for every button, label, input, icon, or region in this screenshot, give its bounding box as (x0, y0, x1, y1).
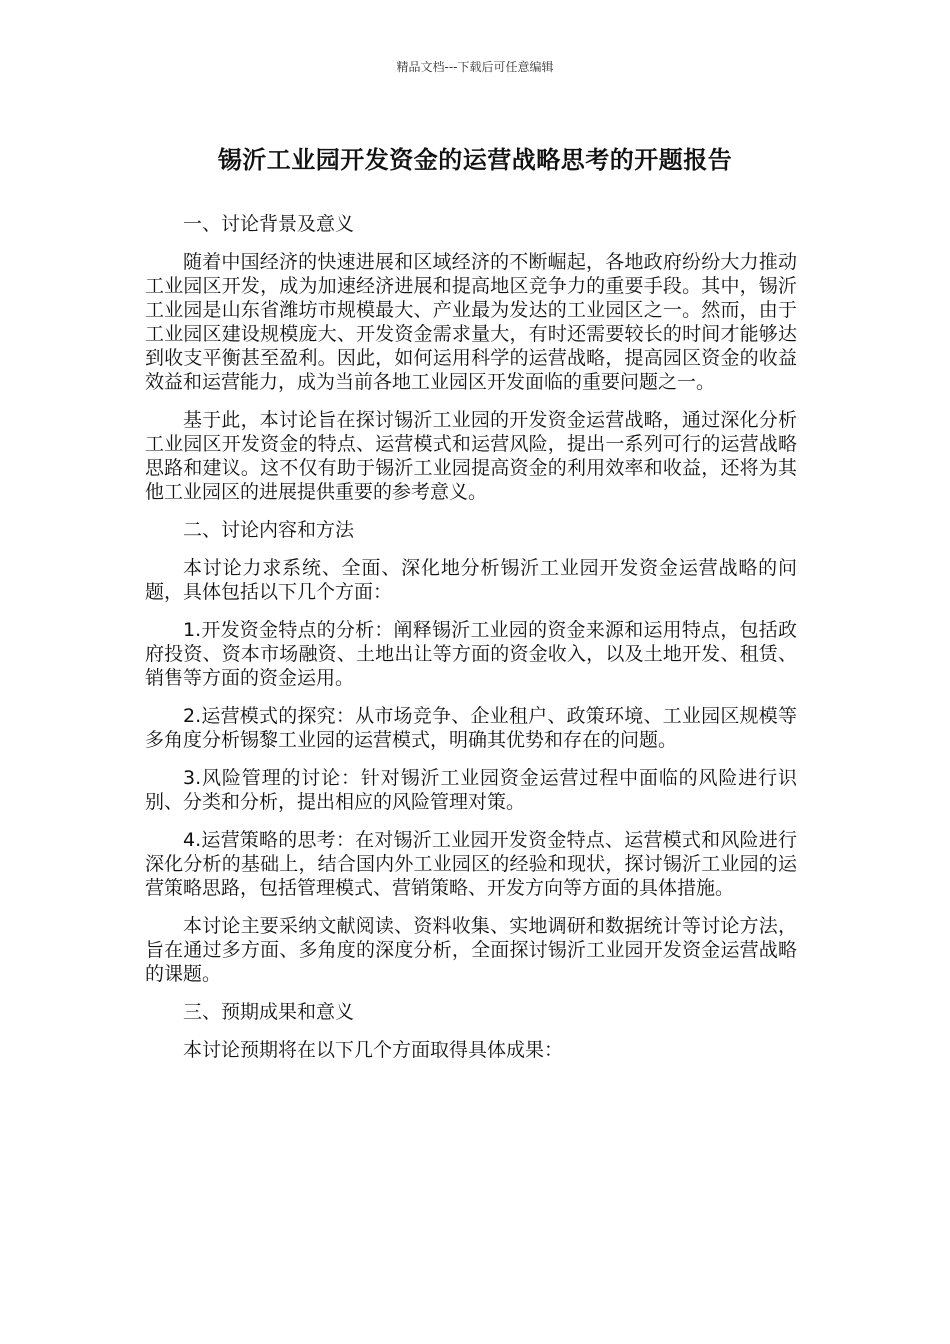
list-item-risk-management: 3.风险管理的讨论：针对锡沂工业园资金运营过程中面临的风险进行识别、分类和分析，提出相应的风险管理对策。 (145, 767, 797, 813)
list-item-fund-features: 1.开发资金特点的分析：阐释锡沂工业园的资金来源和运用特点，包括政府投资、资本市场融资、土地出让等方面的资金收入，以及土地开发、租赁、销售等方面的资金运用。 (145, 619, 797, 689)
page-header-note: 精品文档---下载后可任意编辑 (396, 60, 554, 74)
document-body (145, 212, 797, 1076)
section-heading-background: 一、讨论背景及意义 (183, 213, 355, 235)
section-heading-content-method: 二、讨论内容和方法 (183, 519, 355, 541)
list-item-operation-mode: 2.运营模式的探究：从市场竞争、企业租户、政策环境、工业园区规模等多角度分析锡黎工业园的运营模式，明确其优势和存在的问题。 (145, 705, 797, 751)
paragraph-expected-results: 本讨论预期将在以下几个方面取得具体成果： (183, 1039, 564, 1061)
section-heading-expected-results: 三、预期成果和意义 (183, 1001, 355, 1023)
paragraph-background-1: 随着中国经济的快速进展和区域经济的不断崛起，各地政府纷纷大力推动工业园区开发，成为加速经济进展和提高地区竞争力的重要手段。其中，锡沂工业园是山东省潍坊市规模最大、产业最为发达的工业园区之一。然而，由于工业园区建设规模庞大、开发资金需求量大，有时还需要较长的时间才能够达到收支平衡甚至盈利。因此，如何运用科学的运营战略，提高园区资金的收益效益和运营能力，成为当前各地工业园区开发面临的重要问题之一。 (145, 251, 797, 393)
document-title: 锡沂工业园开发资金的运营战略思考的开题报告 (217, 146, 733, 174)
paragraph-background-2: 基于此，本讨论旨在探讨锡沂工业园的开发资金运营战略，通过深化分析工业园区开发资金的特点、运营模式和运营风险，提出一系列可行的运营战略思路和建议。这不仅有助于锡沂工业园提高资金的利用效率和收益，还将为其他工业园区的进展提供重要的参考意义。 (145, 409, 797, 503)
paragraph-method: 本讨论主要采纳文献阅读、资料收集、实地调研和数据统计等讨论方法，旨在通过多方面、多角度的深度分析，全面探讨锡沂工业园开发资金运营战略的课题。 (145, 915, 797, 985)
paragraph-content-intro: 本讨论力求系统、全面、深化地分析锡沂工业园开发资金运营战略的问题，具体包括以下几个方面： (145, 557, 797, 603)
list-item-operation-strategy: 4.运营策略的思考：在对锡沂工业园开发资金特点、运营模式和风险进行深化分析的基础上，结合国内外工业园区的经验和现状，探讨锡沂工业园的运营策略思路，包括管理模式、营销策略、开发方向等方面的具体措施。 (145, 829, 797, 899)
